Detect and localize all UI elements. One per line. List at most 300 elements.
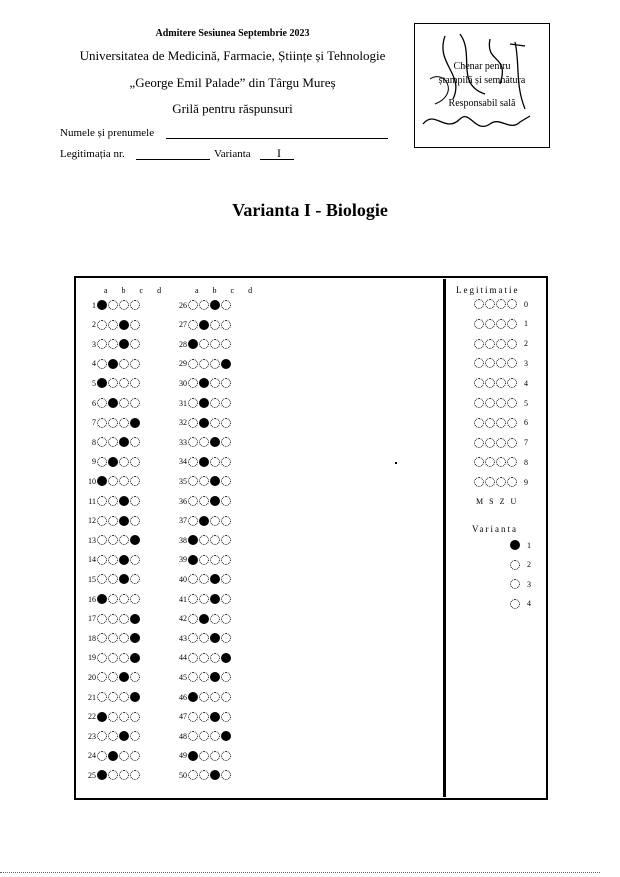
filled-bubble[interactable] — [130, 633, 140, 643]
empty-bubble[interactable] — [485, 299, 495, 309]
empty-bubble[interactable] — [108, 418, 118, 428]
empty-bubble[interactable] — [496, 339, 506, 349]
empty-bubble[interactable] — [108, 770, 118, 780]
empty-bubble[interactable] — [221, 770, 231, 780]
filled-bubble[interactable] — [119, 574, 129, 584]
question-number: 22 — [88, 712, 96, 722]
empty-bubble[interactable] — [97, 633, 107, 643]
page-title: Varianta I - Biologie — [232, 200, 388, 220]
question-row — [169, 357, 232, 371]
empty-bubble[interactable] — [507, 398, 517, 408]
empty-bubble[interactable] — [199, 339, 209, 349]
empty-bubble[interactable] — [130, 320, 140, 330]
empty-bubble[interactable] — [210, 378, 220, 388]
empty-bubble[interactable] — [97, 574, 107, 584]
filled-bubble[interactable] — [97, 378, 107, 388]
empty-bubble[interactable] — [119, 614, 129, 624]
empty-bubble[interactable] — [221, 692, 231, 702]
empty-bubble[interactable] — [119, 418, 129, 428]
empty-bubble[interactable] — [221, 378, 231, 388]
empty-bubble[interactable] — [210, 751, 220, 761]
empty-bubble[interactable] — [221, 574, 231, 584]
filled-bubble[interactable] — [199, 378, 209, 388]
empty-bubble[interactable] — [130, 378, 140, 388]
question-row — [169, 474, 232, 488]
question-number: 33 — [179, 437, 187, 447]
empty-bubble[interactable] — [108, 672, 118, 682]
filled-bubble[interactable] — [221, 653, 231, 663]
question-row — [169, 631, 232, 645]
empty-bubble[interactable] — [485, 418, 495, 428]
filled-bubble[interactable] — [119, 437, 129, 447]
empty-bubble[interactable] — [108, 712, 118, 722]
empty-bubble[interactable] — [221, 496, 231, 506]
empty-bubble[interactable] — [507, 378, 517, 388]
empty-bubble[interactable] — [221, 535, 231, 545]
empty-bubble[interactable] — [130, 300, 140, 310]
question-number: 35 — [179, 476, 187, 486]
empty-bubble[interactable] — [199, 751, 209, 761]
filled-bubble[interactable] — [130, 614, 140, 624]
filled-bubble[interactable] — [108, 398, 118, 408]
empty-bubble[interactable] — [221, 398, 231, 408]
empty-bubble[interactable] — [485, 319, 495, 329]
empty-bubble[interactable] — [507, 339, 517, 349]
empty-bubble[interactable] — [474, 438, 484, 448]
empty-bubble[interactable] — [221, 437, 231, 447]
question-row — [78, 768, 141, 782]
filled-bubble[interactable] — [199, 418, 209, 428]
empty-bubble[interactable] — [130, 751, 140, 761]
empty-bubble[interactable] — [474, 418, 484, 428]
empty-bubble[interactable] — [119, 692, 129, 702]
empty-bubble[interactable] — [496, 358, 506, 368]
empty-bubble[interactable] — [210, 516, 220, 526]
filled-bubble[interactable] — [188, 535, 198, 545]
empty-bubble[interactable] — [210, 398, 220, 408]
filled-bubble[interactable] — [119, 516, 129, 526]
empty-bubble[interactable] — [221, 516, 231, 526]
empty-bubble[interactable] — [119, 378, 129, 388]
empty-bubble[interactable] — [210, 731, 220, 741]
empty-bubble[interactable] — [108, 633, 118, 643]
empty-bubble[interactable] — [210, 555, 220, 565]
empty-bubble[interactable] — [97, 614, 107, 624]
empty-bubble[interactable] — [188, 437, 198, 447]
empty-bubble[interactable] — [221, 672, 231, 682]
question-number: 36 — [179, 496, 187, 506]
filled-bubble[interactable] — [97, 770, 107, 780]
filled-bubble[interactable] — [210, 574, 220, 584]
empty-bubble[interactable] — [474, 378, 484, 388]
empty-bubble[interactable] — [130, 437, 140, 447]
empty-bubble[interactable] — [97, 535, 107, 545]
question-number: 44 — [179, 653, 187, 663]
filled-bubble[interactable] — [210, 770, 220, 780]
question-row — [169, 494, 232, 508]
empty-bubble[interactable] — [119, 476, 129, 486]
empty-bubble[interactable] — [108, 731, 118, 741]
empty-bubble[interactable] — [474, 398, 484, 408]
empty-bubble[interactable] — [199, 653, 209, 663]
question-number: 18 — [88, 633, 96, 643]
empty-bubble[interactable] — [119, 535, 129, 545]
empty-bubble[interactable] — [188, 496, 198, 506]
empty-bubble[interactable] — [130, 457, 140, 467]
empty-bubble[interactable] — [130, 339, 140, 349]
empty-bubble[interactable] — [188, 614, 198, 624]
empty-bubble[interactable] — [188, 653, 198, 663]
empty-bubble[interactable] — [496, 418, 506, 428]
page-bottom-line — [0, 872, 600, 873]
empty-bubble[interactable] — [108, 594, 118, 604]
answer-letters-col1: a b c d — [104, 286, 168, 295]
empty-bubble[interactable] — [97, 457, 107, 467]
empty-bubble[interactable] — [130, 555, 140, 565]
empty-bubble[interactable] — [108, 516, 118, 526]
empty-bubble[interactable] — [474, 457, 484, 467]
empty-bubble[interactable] — [496, 457, 506, 467]
empty-bubble[interactable] — [108, 535, 118, 545]
legitimatie-digit: 7 — [524, 438, 528, 448]
empty-bubble[interactable] — [210, 359, 220, 369]
empty-bubble[interactable] — [188, 300, 198, 310]
filled-bubble[interactable] — [119, 339, 129, 349]
empty-bubble[interactable] — [108, 653, 118, 663]
question-number: 7 — [92, 418, 96, 428]
empty-bubble[interactable] — [108, 378, 118, 388]
empty-bubble[interactable] — [97, 359, 107, 369]
question-row — [78, 396, 141, 410]
empty-bubble[interactable] — [97, 692, 107, 702]
empty-bubble[interactable] — [108, 320, 118, 330]
empty-bubble[interactable] — [474, 299, 484, 309]
empty-bubble[interactable] — [119, 457, 129, 467]
empty-bubble[interactable] — [496, 398, 506, 408]
filled-bubble[interactable] — [119, 496, 129, 506]
filled-bubble[interactable] — [97, 476, 107, 486]
empty-bubble[interactable] — [507, 299, 517, 309]
empty-bubble[interactable] — [510, 599, 520, 609]
empty-bubble[interactable] — [97, 731, 107, 741]
empty-bubble[interactable] — [119, 359, 129, 369]
empty-bubble[interactable] — [199, 300, 209, 310]
filled-bubble[interactable] — [108, 359, 118, 369]
varianta-option — [510, 597, 531, 611]
empty-bubble[interactable] — [507, 319, 517, 329]
empty-bubble[interactable] — [188, 378, 198, 388]
empty-bubble[interactable] — [119, 594, 129, 604]
empty-bubble[interactable] — [199, 731, 209, 741]
filled-bubble[interactable] — [130, 535, 140, 545]
question-number: 43 — [179, 633, 187, 643]
empty-bubble[interactable] — [108, 614, 118, 624]
empty-bubble[interactable] — [199, 574, 209, 584]
empty-bubble[interactable] — [188, 359, 198, 369]
empty-bubble[interactable] — [199, 594, 209, 604]
filled-bubble[interactable] — [221, 359, 231, 369]
empty-bubble[interactable] — [507, 358, 517, 368]
empty-bubble[interactable] — [474, 358, 484, 368]
question-row — [78, 494, 141, 508]
empty-bubble[interactable] — [130, 594, 140, 604]
empty-bubble[interactable] — [188, 574, 198, 584]
empty-bubble[interactable] — [97, 418, 107, 428]
question-number: 34 — [179, 457, 187, 467]
legitimatie-digit: 1 — [524, 319, 528, 329]
empty-bubble[interactable] — [210, 535, 220, 545]
empty-bubble[interactable] — [119, 398, 129, 408]
empty-bubble[interactable] — [485, 339, 495, 349]
empty-bubble[interactable] — [188, 516, 198, 526]
empty-bubble[interactable] — [221, 457, 231, 467]
empty-bubble[interactable] — [221, 751, 231, 761]
empty-bubble[interactable] — [97, 437, 107, 447]
empty-bubble[interactable] — [507, 438, 517, 448]
filled-bubble[interactable] — [130, 653, 140, 663]
empty-bubble[interactable] — [108, 574, 118, 584]
empty-bubble[interactable] — [119, 653, 129, 663]
filled-bubble[interactable] — [119, 731, 129, 741]
empty-bubble[interactable] — [496, 378, 506, 388]
filled-bubble[interactable] — [188, 692, 198, 702]
empty-bubble[interactable] — [108, 496, 118, 506]
filled-bubble[interactable] — [97, 300, 107, 310]
filled-bubble[interactable] — [97, 594, 107, 604]
empty-bubble[interactable] — [221, 418, 231, 428]
empty-bubble[interactable] — [221, 300, 231, 310]
empty-bubble[interactable] — [188, 476, 198, 486]
question-row — [78, 337, 141, 351]
filled-bubble[interactable] — [210, 300, 220, 310]
empty-bubble[interactable] — [119, 633, 129, 643]
empty-bubble[interactable] — [108, 555, 118, 565]
stamp-line-3: Responsabil sală — [448, 98, 516, 109]
question-number: 15 — [88, 574, 96, 584]
empty-bubble[interactable] — [496, 477, 506, 487]
question-row — [78, 651, 141, 665]
empty-bubble[interactable] — [199, 712, 209, 722]
filled-bubble[interactable] — [199, 457, 209, 467]
filled-bubble[interactable] — [188, 555, 198, 565]
empty-bubble[interactable] — [199, 476, 209, 486]
varianta-number: 3 — [527, 579, 531, 589]
empty-bubble[interactable] — [119, 751, 129, 761]
filled-bubble[interactable] — [210, 712, 220, 722]
empty-bubble[interactable] — [507, 477, 517, 487]
empty-bubble[interactable] — [199, 496, 209, 506]
empty-bubble[interactable] — [210, 339, 220, 349]
legitimatie-digit: 0 — [524, 299, 528, 309]
question-number: 25 — [88, 770, 96, 780]
empty-bubble[interactable] — [510, 579, 520, 589]
empty-bubble[interactable] — [496, 319, 506, 329]
question-row — [78, 572, 141, 586]
empty-bubble[interactable] — [221, 614, 231, 624]
question-number: 29 — [179, 359, 187, 369]
empty-bubble[interactable] — [108, 437, 118, 447]
empty-bubble[interactable] — [108, 692, 118, 702]
filled-bubble[interactable] — [210, 496, 220, 506]
question-number: 9 — [92, 457, 96, 467]
empty-bubble[interactable] — [474, 319, 484, 329]
empty-bubble[interactable] — [510, 560, 520, 570]
empty-bubble[interactable] — [188, 418, 198, 428]
empty-bubble[interactable] — [130, 359, 140, 369]
question-row — [169, 749, 232, 763]
empty-bubble[interactable] — [130, 712, 140, 722]
filled-bubble[interactable] — [210, 594, 220, 604]
filled-bubble[interactable] — [130, 692, 140, 702]
empty-bubble[interactable] — [221, 555, 231, 565]
empty-bubble[interactable] — [199, 770, 209, 780]
empty-bubble[interactable] — [97, 555, 107, 565]
filled-bubble[interactable] — [119, 555, 129, 565]
empty-bubble[interactable] — [130, 398, 140, 408]
empty-bubble[interactable] — [210, 320, 220, 330]
empty-bubble[interactable] — [507, 457, 517, 467]
filled-bubble[interactable] — [210, 476, 220, 486]
question-number: 49 — [179, 751, 187, 761]
empty-bubble[interactable] — [188, 457, 198, 467]
filled-bubble[interactable] — [188, 751, 198, 761]
empty-bubble[interactable] — [221, 594, 231, 604]
empty-bubble[interactable] — [199, 633, 209, 643]
filled-bubble[interactable] — [119, 320, 129, 330]
empty-bubble[interactable] — [496, 299, 506, 309]
question-number: 24 — [88, 751, 96, 761]
legitimatie-digit: 9 — [524, 477, 528, 487]
empty-bubble[interactable] — [119, 712, 129, 722]
empty-bubble[interactable] — [188, 712, 198, 722]
question-number: 10 — [88, 476, 96, 486]
empty-bubble[interactable] — [108, 339, 118, 349]
empty-bubble[interactable] — [496, 438, 506, 448]
empty-bubble[interactable] — [97, 339, 107, 349]
filled-bubble[interactable] — [119, 672, 129, 682]
question-row — [78, 318, 141, 332]
empty-bubble[interactable] — [188, 320, 198, 330]
question-number: 16 — [88, 594, 96, 604]
empty-bubble[interactable] — [188, 770, 198, 780]
empty-bubble[interactable] — [474, 339, 484, 349]
question-row — [78, 474, 141, 488]
empty-bubble[interactable] — [485, 358, 495, 368]
legitimatie-title: Legitimatie — [456, 285, 520, 295]
variant-value: I — [277, 146, 281, 160]
empty-bubble[interactable] — [199, 555, 209, 565]
varianta-number: 1 — [527, 540, 531, 550]
empty-bubble[interactable] — [119, 770, 129, 780]
question-number: 31 — [179, 398, 187, 408]
empty-bubble[interactable] — [210, 457, 220, 467]
empty-bubble[interactable] — [199, 359, 209, 369]
empty-bubble[interactable] — [485, 438, 495, 448]
empty-bubble[interactable] — [108, 300, 118, 310]
filled-bubble[interactable] — [97, 712, 107, 722]
filled-bubble[interactable] — [199, 516, 209, 526]
question-row — [169, 651, 232, 665]
empty-bubble[interactable] — [188, 731, 198, 741]
filled-bubble[interactable] — [210, 437, 220, 447]
empty-bubble[interactable] — [130, 516, 140, 526]
filled-bubble[interactable] — [221, 731, 231, 741]
varianta-option — [510, 538, 531, 552]
filled-bubble[interactable] — [108, 457, 118, 467]
empty-bubble[interactable] — [210, 653, 220, 663]
filled-bubble[interactable] — [108, 751, 118, 761]
empty-bubble[interactable] — [97, 496, 107, 506]
filled-bubble[interactable] — [510, 540, 520, 550]
empty-bubble[interactable] — [130, 496, 140, 506]
empty-bubble[interactable] — [199, 692, 209, 702]
question-number: 4 — [92, 359, 96, 369]
empty-bubble[interactable] — [97, 672, 107, 682]
question-row — [78, 376, 141, 390]
empty-bubble[interactable] — [97, 516, 107, 526]
empty-bubble[interactable] — [119, 300, 129, 310]
filled-bubble[interactable] — [210, 633, 220, 643]
empty-bubble[interactable] — [210, 692, 220, 702]
filled-bubble[interactable] — [188, 339, 198, 349]
empty-bubble[interactable] — [221, 712, 231, 722]
empty-bubble[interactable] — [130, 731, 140, 741]
empty-bubble[interactable] — [485, 378, 495, 388]
filled-bubble[interactable] — [199, 398, 209, 408]
empty-bubble[interactable] — [221, 339, 231, 349]
question-row — [169, 710, 232, 724]
empty-bubble[interactable] — [130, 574, 140, 584]
question-row — [169, 298, 232, 312]
empty-bubble[interactable] — [130, 476, 140, 486]
question-number: 37 — [179, 516, 187, 526]
empty-bubble[interactable] — [221, 320, 231, 330]
filled-bubble[interactable] — [199, 320, 209, 330]
empty-bubble[interactable] — [485, 477, 495, 487]
filled-bubble[interactable] — [210, 672, 220, 682]
empty-bubble[interactable] — [97, 653, 107, 663]
filled-bubble[interactable] — [199, 614, 209, 624]
empty-bubble[interactable] — [485, 398, 495, 408]
question-row — [169, 670, 232, 684]
empty-bubble[interactable] — [507, 418, 517, 428]
question-number: 13 — [88, 535, 96, 545]
empty-bubble[interactable] — [108, 476, 118, 486]
empty-bubble[interactable] — [97, 398, 107, 408]
empty-bubble[interactable] — [474, 477, 484, 487]
empty-bubble[interactable] — [130, 770, 140, 780]
empty-bubble[interactable] — [221, 633, 231, 643]
filled-bubble[interactable] — [130, 418, 140, 428]
empty-bubble[interactable] — [210, 418, 220, 428]
empty-bubble[interactable] — [97, 751, 107, 761]
empty-bubble[interactable] — [130, 672, 140, 682]
question-number: 30 — [179, 378, 187, 388]
empty-bubble[interactable] — [97, 320, 107, 330]
question-row — [169, 729, 232, 743]
question-row — [169, 435, 232, 449]
empty-bubble[interactable] — [199, 437, 209, 447]
empty-bubble[interactable] — [199, 672, 209, 682]
empty-bubble[interactable] — [221, 476, 231, 486]
empty-bubble[interactable] — [188, 594, 198, 604]
empty-bubble[interactable] — [188, 398, 198, 408]
empty-bubble[interactable] — [188, 672, 198, 682]
empty-bubble[interactable] — [199, 535, 209, 545]
empty-bubble[interactable] — [210, 614, 220, 624]
empty-bubble[interactable] — [188, 633, 198, 643]
empty-bubble[interactable] — [485, 457, 495, 467]
